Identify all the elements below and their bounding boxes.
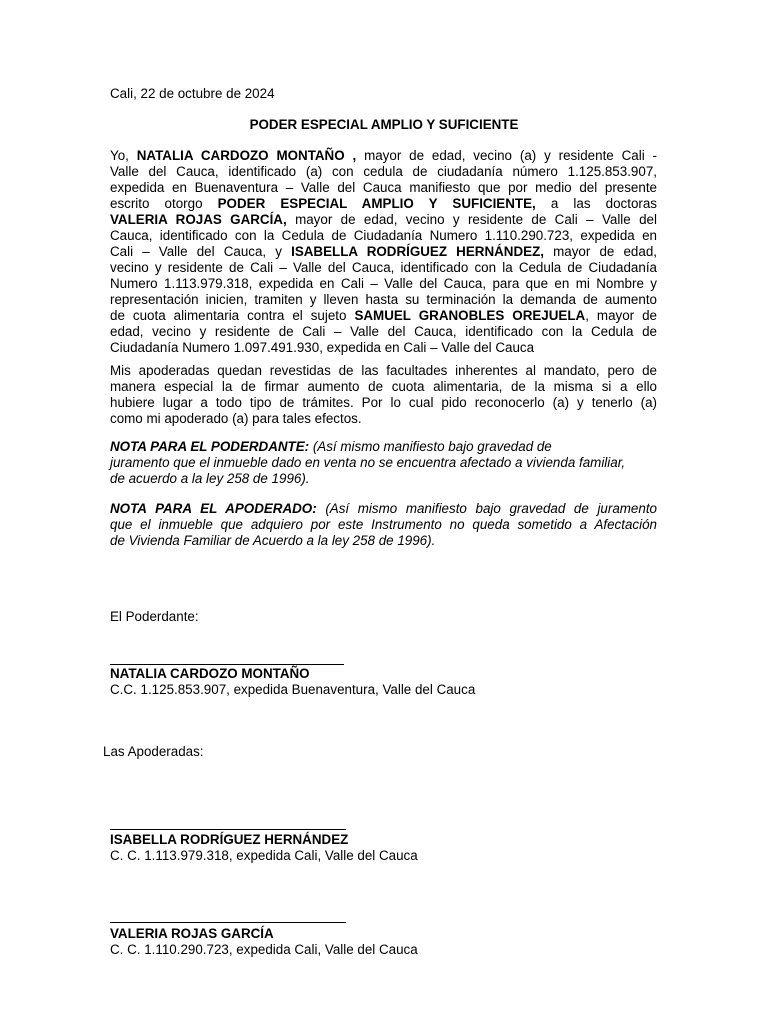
paragraph-line: de acuerdo a la ley 258 de 1996). [110, 471, 310, 486]
paragraph-line: Numero 1.113.979.318, expedida en Cali – Valle del Cauca, para que en mi Nombre y [110, 276, 657, 291]
grantor-signature-name: NATALIA CARDOZO MONTAÑO [110, 666, 310, 681]
note-attorney [110, 501, 657, 549]
paragraph-line: NOTA PARA EL APODERADO: (Así mismo manifiesto bajo gravedad de juramento [110, 501, 657, 516]
grantor-heading: El Poderdante: [110, 609, 199, 624]
attorney-name: ISABELLA RODRÍGUEZ HERNÁNDEZ, [291, 244, 544, 259]
document-title: PODER ESPECIAL AMPLIO Y SUFICIENTE [249, 117, 519, 132]
paragraph-line: Cali – Valle del Cauca, y ISABELLA RODRÍGUEZ HERNÁNDEZ, mayor de edad, [110, 244, 657, 259]
grantor-signature-id: C.C. 1.125.853.907, expedida Buenaventura, Valle del Cauca [110, 682, 476, 697]
attorney-signature-id: C. C. 1.110.290.723, expedida Cali, Valle del Cauca [110, 942, 418, 957]
document-date: Cali, 22 de octubre de 2024 [110, 86, 275, 101]
defendant-name: SAMUEL GRANOBLES OREJUELA [354, 308, 586, 323]
paragraph-line: expedida en Buenaventura – Valle del Cauca manifiesto que por medio del presente [110, 180, 657, 195]
paragraph-line: VALERIA ROJAS GARCÍA, mayor de edad, vecino y residente de Cali – Valle del [110, 212, 657, 227]
paragraph-line: como mi apoderado (a) para tales efectos. [110, 411, 362, 426]
paragraph-line: Cauca, identificado con la Cedula de Ciudadanía Numero 1.110.290.723, expedida en [110, 228, 657, 243]
paragraph-line: NOTA PARA EL PODERDANTE: (Así mismo manifiesto bajo gravedad de [110, 439, 552, 454]
paragraph-line: hubiere lugar a todo tipo de trámites. Por lo cual pido reconocerlo (a) y tenerlo (a) [110, 395, 657, 410]
paragraph-line: Ciudadanía Numero 1.097.491.930, expedida en Cali – Valle del Cauca [110, 340, 535, 355]
signature-line [110, 922, 346, 923]
attorney-signature-name: ISABELLA RODRÍGUEZ HERNÁNDEZ [110, 832, 349, 847]
grantor-name: NATALIA CARDOZO MONTAÑO , [136, 148, 357, 163]
paragraph-line: Valle del Cauca, identificado (a) con cedula de ciudadanía número 1.125.853.907, [110, 164, 657, 179]
power-grant-paragraph [110, 148, 657, 356]
paragraph-line: edad, vecino y residente de Cali – Valle del Cauca, identificado con la Cedula de [110, 324, 657, 339]
paragraph-line: juramento que el inmueble dado en venta no se encuentra afectado a vivienda familiar, [110, 455, 626, 470]
paragraph-line: de Vivienda Familiar de Acuerdo a la ley 258 de 1996). [110, 533, 436, 548]
paragraph-line: representación inicien, tramiten y lleven hasta su terminación la demanda de aumento [110, 292, 657, 307]
paragraph-line: escrito otorgo PODER ESPECIAL AMPLIO Y SUFICIENTE, a las doctoras [110, 196, 657, 211]
note-label: NOTA PARA EL PODERDANTE: [110, 439, 310, 454]
paragraph-line: manera especial la de firmar aumento de cuota alimentaria, de la misma si a ello [110, 379, 657, 394]
paragraph-line: Yo, NATALIA CARDOZO MONTAÑO , mayor de edad, vecino (a) y residente Cali - [110, 148, 657, 163]
note-grantor [110, 439, 657, 487]
note-label: NOTA PARA EL APODERADO: [110, 501, 317, 516]
paragraph-line: de cuota alimentaria contra el sujeto SAMUEL GRANOBLES OREJUELA, mayor de [110, 308, 657, 323]
signature-line [110, 829, 346, 830]
attorney-signature-name: VALERIA ROJAS GARCÍA [110, 926, 274, 941]
paragraph-line: vecino y residente de Cali – Valle del Cauca, identificado con la Cedula de Ciudadanía [110, 260, 657, 275]
paragraph-line: Mis apoderadas quedan revestidas de las facultades inherentes al mandato, pero de [110, 363, 657, 378]
powers-paragraph [110, 363, 657, 427]
power-type: PODER ESPECIAL AMPLIO Y SUFICIENTE, [217, 196, 536, 211]
attorneys-heading: Las Apoderadas: [103, 744, 204, 759]
signature-line [110, 664, 344, 665]
attorney-signature-id: C. C. 1.113.979.318, expedida Cali, Valle del Cauca [110, 848, 418, 863]
paragraph-line: que el inmueble que adquiero por este Instrumento no queda sometido a Afectación [110, 517, 657, 532]
attorney-name: VALERIA ROJAS GARCÍA, [110, 212, 287, 227]
